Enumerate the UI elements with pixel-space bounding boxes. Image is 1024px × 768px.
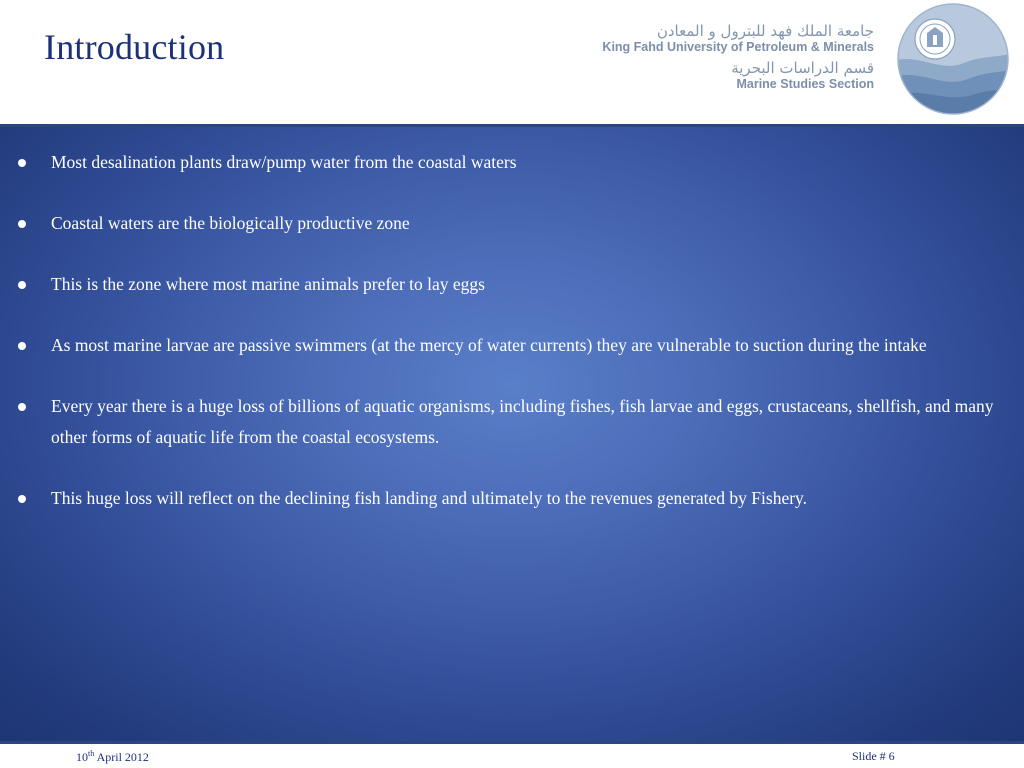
bullet-item — [18, 269, 998, 300]
arabic-section-name: قسم الدراسات البحرية — [731, 59, 874, 77]
bullet-icon — [18, 403, 26, 411]
bullet-icon — [18, 159, 26, 167]
bullet-text: This is the zone where most marine animals prefer to lay eggs — [51, 274, 485, 294]
footer-date — [76, 749, 149, 765]
bullet-item — [18, 147, 998, 178]
kfupm-emblem-icon — [894, 3, 1012, 115]
bullet-list — [18, 147, 998, 544]
english-university-name: King Fahd University of Petroleum & Minerals — [602, 40, 874, 54]
bullet-text: This huge loss will reflect on the declining fish landing and ultimately to the revenues generated by Fishery. — [51, 488, 808, 508]
bullet-icon — [18, 281, 26, 289]
english-section-name: Marine Studies Section — [736, 77, 874, 91]
bullet-icon — [18, 342, 26, 350]
date-month-year: April 2012 — [94, 750, 149, 764]
slide-footer — [0, 741, 1024, 768]
slide-title: Introduction — [44, 27, 225, 67]
date-day: 10 — [76, 750, 88, 764]
bullet-text: Every year there is a huge loss of billions of aquatic organisms, including fishes, fish larvae and eggs, crustaceans, shellfish, and many other forms of aquatic life from the coastal ecosystems. — [51, 396, 994, 447]
slide-header — [0, 0, 1024, 127]
bullet-item — [18, 483, 998, 514]
bullet-item — [18, 208, 998, 239]
arabic-university-name: جامعة الملك فهد للبترول و المعادن — [656, 22, 874, 40]
bullet-item — [18, 330, 998, 361]
bullet-icon — [18, 495, 26, 503]
bullet-text: Coastal waters are the biologically productive zone — [51, 213, 410, 233]
university-logo-text — [574, 22, 874, 92]
bullet-item — [18, 391, 998, 453]
bullet-icon — [18, 220, 26, 228]
slide-number: Slide # 6 — [852, 749, 895, 763]
bullet-text: As most marine larvae are passive swimmers (at the mercy of water currents) they are vulnerable to suction during the intake — [51, 335, 927, 355]
date-suffix: th — [88, 749, 95, 758]
slide-content — [0, 127, 1024, 741]
bullet-text: Most desalination plants draw/pump water from the coastal waters — [51, 152, 517, 172]
